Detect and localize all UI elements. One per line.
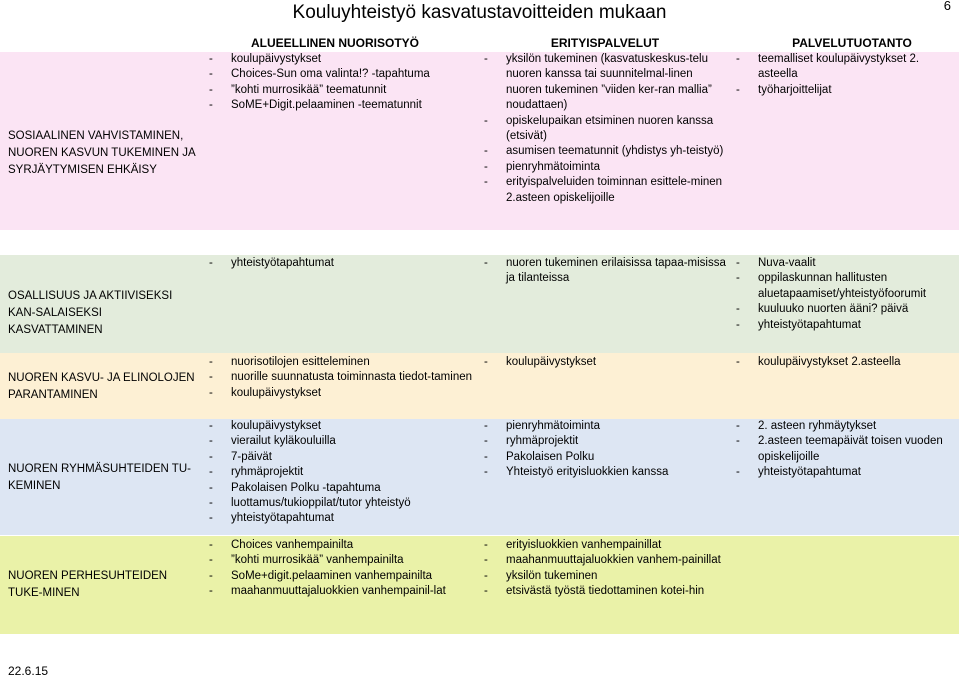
list-item: - yhteistyötapahtumat xyxy=(732,465,954,480)
list-item: - koulupäivystykset xyxy=(205,419,475,434)
list-item: - koulupäivystykset xyxy=(205,52,475,67)
item-list xyxy=(205,355,475,401)
page-number: 6 xyxy=(943,0,951,13)
row-sosiaalinen-vahvistaminen xyxy=(0,52,959,230)
cell-palvelutuotanto xyxy=(732,52,954,98)
list-item: - 2. asteen ryhmäytykset xyxy=(732,419,954,434)
list-item: - vierailut kyläkouluilla xyxy=(205,434,475,449)
list-item: - työharjoittelijat xyxy=(732,83,954,98)
list-item: - yhteistyötapahtumat xyxy=(205,511,475,526)
list-item: - oppilaskunnan hallitusten aluetapaamiset/yhteistyöfoorumit xyxy=(732,271,954,302)
cell-palvelutuotanto xyxy=(732,355,954,370)
list-item: - koulupäivystykset 2.asteella xyxy=(732,355,954,370)
row-label: OSALLISUUS JA AKTIIVISEKSI KAN-SALAISEKSI KASVATTAMINEN xyxy=(8,290,173,336)
row-kasvu-elinolot xyxy=(0,353,959,419)
list-item: - teemalliset koulupäivystykset 2. asteella xyxy=(732,52,954,83)
row-ryhmasuhteet xyxy=(0,419,959,535)
item-list xyxy=(480,256,730,287)
item-list xyxy=(480,52,730,206)
list-item: - erityispalveluiden toiminnan esittele-minen 2.asteen opiskelijoille xyxy=(480,175,730,206)
row-label: SOSIAALINEN VAHVISTAMINEN, NUOREN KASVUN TUKEMINEN JA SYRJÄYTYMISEN EHKÄISY xyxy=(8,130,196,176)
item-list xyxy=(480,419,730,481)
list-item: - Yhteistyö erityisluokkien kanssa xyxy=(480,465,730,480)
list-item: - maahanmuuttajaluokkien vanhempainil-lat xyxy=(205,584,475,599)
cell-palvelutuotanto xyxy=(732,256,954,333)
cell-erityispalvelut xyxy=(480,538,730,600)
row-label: NUOREN RYHMÄSUHTEIDEN TU-KEMINEN xyxy=(8,463,191,492)
list-item: - yhteistyötapahtumat xyxy=(205,256,475,271)
list-item: - yksilön tukeminen (kasvatuskeskus-telu nuoren kanssa tai suunnitelmal-linen nuoren tukeminen ”viiden ker-ran mallia” noudattaen) xyxy=(480,52,730,114)
item-list xyxy=(732,419,954,481)
item-list xyxy=(205,52,475,114)
cell-alueellinen xyxy=(205,52,475,114)
item-list xyxy=(732,256,954,333)
list-item: - SoMe+digit.pelaaminen vanhempainilta xyxy=(205,569,475,584)
item-list xyxy=(480,355,730,370)
row-label: NUOREN PERHESUHTEIDEN TUKE-MINEN xyxy=(8,570,168,599)
cell-erityispalvelut xyxy=(480,256,730,287)
list-item: - etsivästä työstä tiedottaminen kotei-hin xyxy=(480,584,730,599)
list-item: - SoME+Digit.pelaaminen -teematunnit xyxy=(205,98,475,113)
cell-erityispalvelut xyxy=(480,419,730,481)
list-item: - Nuva-vaalit xyxy=(732,256,954,271)
list-item: - ”kohti murrosikää” vanhempainilta xyxy=(205,553,475,568)
page-title: Kouluyhteistyö kasvatustavoitteiden mukaan xyxy=(292,2,667,23)
column-headers xyxy=(0,36,959,52)
list-item: - 2.asteen teemapäivät toisen vuoden opiskelijoille xyxy=(732,434,954,465)
list-item: - Choices vanhempainilta xyxy=(205,538,475,553)
cell-alueellinen xyxy=(205,419,475,527)
row-label: NUOREN KASVU- JA ELINOLOJEN PARANTAMINEN xyxy=(8,372,195,401)
list-item: - Choices-Sun oma valinta!? -tapahtuma xyxy=(205,67,475,82)
list-item: - ”kohti murrosikää” teematunnit xyxy=(205,83,475,98)
row-perhesuhteet xyxy=(0,536,959,634)
cell-erityispalvelut xyxy=(480,355,730,370)
list-item: - nuorisotilojen esitteleminen xyxy=(205,355,475,370)
item-list xyxy=(205,538,475,600)
header-palvelutuotanto: PALVELUTUOTANTO xyxy=(792,36,912,50)
cell-erityispalvelut xyxy=(480,52,730,206)
list-item: - 7-päivät xyxy=(205,450,475,465)
header-erityispalvelut: ERITYISPALVELUT xyxy=(550,36,660,50)
cell-alueellinen xyxy=(205,256,475,271)
row-osallisuus xyxy=(0,255,959,353)
cell-alueellinen xyxy=(205,355,475,401)
list-item: - pienryhmätoiminta xyxy=(480,160,730,175)
list-item: - nuorille suunnatusta toiminnasta tiedot-taminen xyxy=(205,370,475,385)
item-list xyxy=(732,52,954,98)
cell-alueellinen xyxy=(205,538,475,600)
item-list xyxy=(205,256,475,271)
header-alueellinen: ALUEELLINEN NUORISOTYÖ xyxy=(250,36,419,50)
list-item: - maahanmuuttajaluokkien vanhem-painillat xyxy=(480,553,730,568)
list-item: - erityisluokkien vanhempainillat xyxy=(480,538,730,553)
list-item: - kuuluuko nuorten ääni? päivä xyxy=(732,302,954,317)
list-item: - asumisen teematunnit (yhdistys yh-teistyö) xyxy=(480,144,730,159)
list-item: - yhteistyötapahtumat xyxy=(732,318,954,333)
list-item: - Pakolaisen Polku -tapahtuma xyxy=(205,481,475,496)
list-item: - koulupäivystykset xyxy=(205,386,475,401)
list-item: - yksilön tukeminen xyxy=(480,569,730,584)
list-item: - nuoren tukeminen erilaisissa tapaa-misissa ja tilanteissa xyxy=(480,256,730,287)
list-item: - pienryhmätoiminta xyxy=(480,419,730,434)
list-item: - ryhmäprojektit xyxy=(205,465,475,480)
list-item: - koulupäivystykset xyxy=(480,355,730,370)
footer-date: 22.6.15 xyxy=(8,664,49,678)
list-item: - ryhmäprojektit xyxy=(480,434,730,449)
list-item: - Pakolaisen Polku xyxy=(480,450,730,465)
list-item: - opiskelupaikan etsiminen nuoren kanssa (etsivät) xyxy=(480,114,730,145)
item-list xyxy=(205,419,475,527)
cell-palvelutuotanto xyxy=(732,419,954,481)
list-item: - luottamus/tukioppilat/tutor yhteistyö xyxy=(205,496,475,511)
item-list xyxy=(732,355,954,370)
item-list xyxy=(480,538,730,600)
